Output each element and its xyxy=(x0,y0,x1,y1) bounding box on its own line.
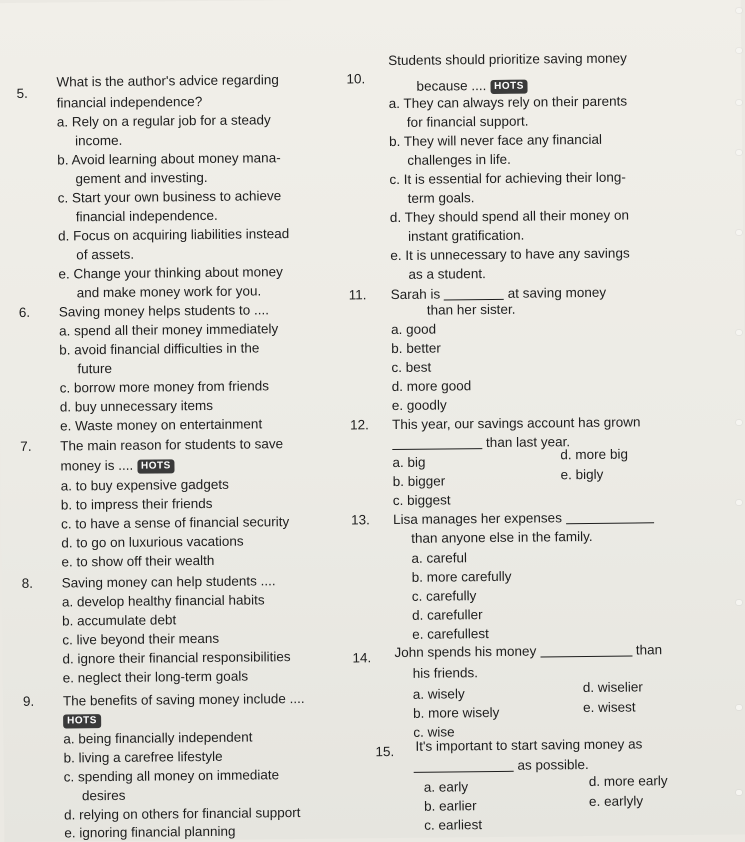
q7-option-a: a. to buy expensive gadgets xyxy=(60,476,229,494)
q5-option-c: c. Start your own business to achieve xyxy=(57,188,282,206)
q10-stem: Students should prioritize saving money xyxy=(388,50,627,69)
binder-hole xyxy=(736,705,742,710)
q15-option-b: b. earlier xyxy=(423,798,477,814)
q10-option-b: b. They will never face any financial xyxy=(389,131,603,150)
q11-option-b: b. better xyxy=(391,340,441,357)
q9-option-b: b. living a carefree lifestyle xyxy=(63,748,223,766)
binder-hole xyxy=(736,8,742,13)
q15-option-e: e. earlyly xyxy=(588,793,644,809)
q14-stem-cont: his friends. xyxy=(412,665,479,681)
q11-option-d: d. more good xyxy=(391,378,472,395)
q5-option-a-cont: income. xyxy=(74,132,123,149)
q12-option-d: d. more big xyxy=(560,446,629,463)
q8-option-a: a. develop healthy financial habits xyxy=(61,592,265,610)
q7-option-c: c. to have a sense of financial security xyxy=(60,514,290,532)
q10-stem-cont xyxy=(416,78,528,95)
q13-stem-cont: than anyone else in the family. xyxy=(411,528,593,546)
q12-option-c: c. biggest xyxy=(392,492,451,509)
q5-stem: What is the author's advice regarding xyxy=(56,72,279,90)
q7-stem-cont xyxy=(60,457,174,474)
q11-stem-cont: than her sister. xyxy=(426,301,516,318)
q14-stem-text: John spends his money xyxy=(394,643,537,661)
q5-option-b-cont: gement and investing. xyxy=(75,169,208,187)
q5-option-d: d. Focus on acquiring liabilities instead xyxy=(57,226,290,244)
q10-option-e-cont: as a student. xyxy=(408,266,486,282)
q11-option-a: a. good xyxy=(390,321,437,338)
q11-stem-text: Sarah is xyxy=(390,286,441,303)
q13-option-a: a. careful xyxy=(411,550,468,566)
q9-hots-line xyxy=(63,712,101,728)
q14-option-d: d. wiselier xyxy=(582,679,643,696)
q5-option-b: b. Avoid learning about money mana- xyxy=(57,150,281,168)
q13-number: 13. xyxy=(350,512,370,528)
q15-stem-cont xyxy=(414,757,589,775)
q10-option-c-cont: term goals. xyxy=(407,190,475,206)
q7-number: 7. xyxy=(20,438,32,454)
binder-hole xyxy=(736,100,742,105)
q14-stem-text-b: than xyxy=(635,642,663,658)
q10-option-b-cont: challenges in life. xyxy=(407,151,511,168)
q13-option-d: d. carefuller xyxy=(411,607,483,623)
q13-option-b: b. more carefully xyxy=(411,568,512,585)
q12-option-e: e. bigly xyxy=(560,466,604,483)
binder-holes xyxy=(731,0,745,839)
q11-stem-text-b: at saving money xyxy=(507,284,607,301)
binder-hole xyxy=(736,790,742,795)
q14-number: 14. xyxy=(352,650,372,666)
q10-option-a-cont: for financial support. xyxy=(406,113,529,130)
q6-stem: Saving money helps students to .... xyxy=(58,302,270,320)
q8-number: 8. xyxy=(21,575,34,591)
q10-option-e: e. It is unnecessary to have any savings xyxy=(390,245,630,264)
q14-option-a: a. wisely xyxy=(412,686,465,702)
q11-option-c: c. best xyxy=(391,359,432,376)
binder-hole xyxy=(736,230,742,235)
q12-number: 12. xyxy=(349,417,369,433)
q6-option-c: c. borrow more money from friends xyxy=(59,378,270,396)
q15-option-a: a. early xyxy=(423,779,469,795)
q10-number: 10. xyxy=(346,71,366,87)
q9-option-d: d. relying on others for financial support xyxy=(64,805,301,823)
q15-option-d: d. more early xyxy=(588,773,668,789)
binder-hole xyxy=(736,500,742,505)
q8-option-d: d. ignore their financial responsibilities xyxy=(62,649,291,667)
q10-option-c: c. It is essential for achieving their long- xyxy=(389,169,626,188)
q10-hots-badge: HOTS xyxy=(490,80,528,94)
q14-option-b: b. more wisely xyxy=(412,704,500,721)
q13-answer-blank[interactable] xyxy=(566,510,654,524)
q13-stem-text: Lisa manages her expenses xyxy=(392,510,562,528)
q6-number: 6. xyxy=(18,304,31,320)
q6-option-a: a. spend all their money immediately xyxy=(58,321,279,339)
q12-stem: This year, our savings account has grown xyxy=(391,414,641,433)
q9-option-e: e. ignoring financial planning xyxy=(64,823,236,841)
q6-option-d: d. buy unnecessary items xyxy=(59,397,213,415)
q7-option-e: e. to show off their wealth xyxy=(61,552,215,570)
q14-option-c: c. wise xyxy=(413,724,455,740)
q5-number: 5. xyxy=(16,85,28,101)
q10-stem-text: because .... xyxy=(416,78,487,94)
q9-option-c: c. spending all money on immediate xyxy=(63,767,280,785)
q9-hots-badge: HOTS xyxy=(63,714,101,728)
q11-number: 11. xyxy=(348,287,367,303)
q9-option-a: a. being financially independent xyxy=(63,729,253,747)
q15-answer-blank[interactable] xyxy=(414,759,514,773)
q13-stem xyxy=(393,509,654,528)
q6-option-b: b. avoid financial difficulties in the xyxy=(59,340,260,358)
q7-hots-badge: HOTS xyxy=(137,459,175,473)
q5-option-d-cont: of assets. xyxy=(76,246,135,263)
q5-option-a: a. Rely on a regular job for a steady xyxy=(56,112,271,130)
q6-option-b-cont: future xyxy=(77,360,113,377)
q11-option-e: e. goodly xyxy=(391,397,447,414)
q8-option-c: c. live beyond their means xyxy=(62,630,220,648)
binder-hole xyxy=(736,330,742,335)
q15-option-c: c. earliest xyxy=(424,817,483,833)
q5-option-e-cont: and make money work for you. xyxy=(76,283,262,301)
binder-hole xyxy=(736,48,742,53)
q12-answer-blank[interactable] xyxy=(392,436,482,450)
q12-option-b: b. bigger xyxy=(392,473,446,490)
q7-stem-text: money is .... xyxy=(60,457,134,474)
q5-option-c-cont: financial independence. xyxy=(75,207,218,225)
q7-stem: The main reason for students to save xyxy=(60,436,284,454)
q15-stem: It's important to start saving money as xyxy=(415,736,643,754)
binder-hole xyxy=(736,150,742,155)
q15-number: 15. xyxy=(375,744,395,760)
q9-option-c-cont: desires xyxy=(81,787,126,804)
q14-answer-blank[interactable] xyxy=(540,644,632,658)
q7-option-b: b. to impress their friends xyxy=(60,495,213,513)
q8-stem: Saving money can help students .... xyxy=(61,573,276,591)
q10-option-d-cont: instant gratification. xyxy=(408,227,525,244)
q10-option-a: a. They can always rely on their parents xyxy=(388,93,628,112)
q9-number: 9. xyxy=(22,693,35,709)
q15-stem-text: as possible. xyxy=(517,756,589,773)
q8-option-b: b. accumulate debt xyxy=(62,612,177,629)
q9-stem: The benefits of saving money include .... xyxy=(62,690,305,709)
q12-option-a: a. big xyxy=(392,454,426,471)
q11-stem xyxy=(391,285,607,303)
q5-option-e: e. Change your thinking about money xyxy=(58,264,283,282)
q10-option-d: d. They should spend all their money on xyxy=(389,207,630,226)
binder-hole xyxy=(736,420,742,425)
q14-stem xyxy=(394,642,662,661)
q7-option-d: d. to go on luxurious vacations xyxy=(61,533,244,551)
q12-stem-cont xyxy=(392,434,570,452)
binder-hole xyxy=(736,600,742,605)
q8-option-e: e. neglect their long-term goals xyxy=(62,668,249,686)
q13-option-e: e. carefullest xyxy=(412,626,489,642)
left-column xyxy=(0,0,346,841)
q5-stem-cont: financial independence? xyxy=(56,94,203,111)
q6-option-e: e. Waste money on entertainment xyxy=(59,416,263,434)
q12-stem-text: than last year. xyxy=(485,434,571,451)
q13-option-c: c. carefully xyxy=(411,588,477,604)
q11-answer-blank[interactable] xyxy=(444,287,504,301)
q14-option-e: e. wisest xyxy=(582,699,636,716)
